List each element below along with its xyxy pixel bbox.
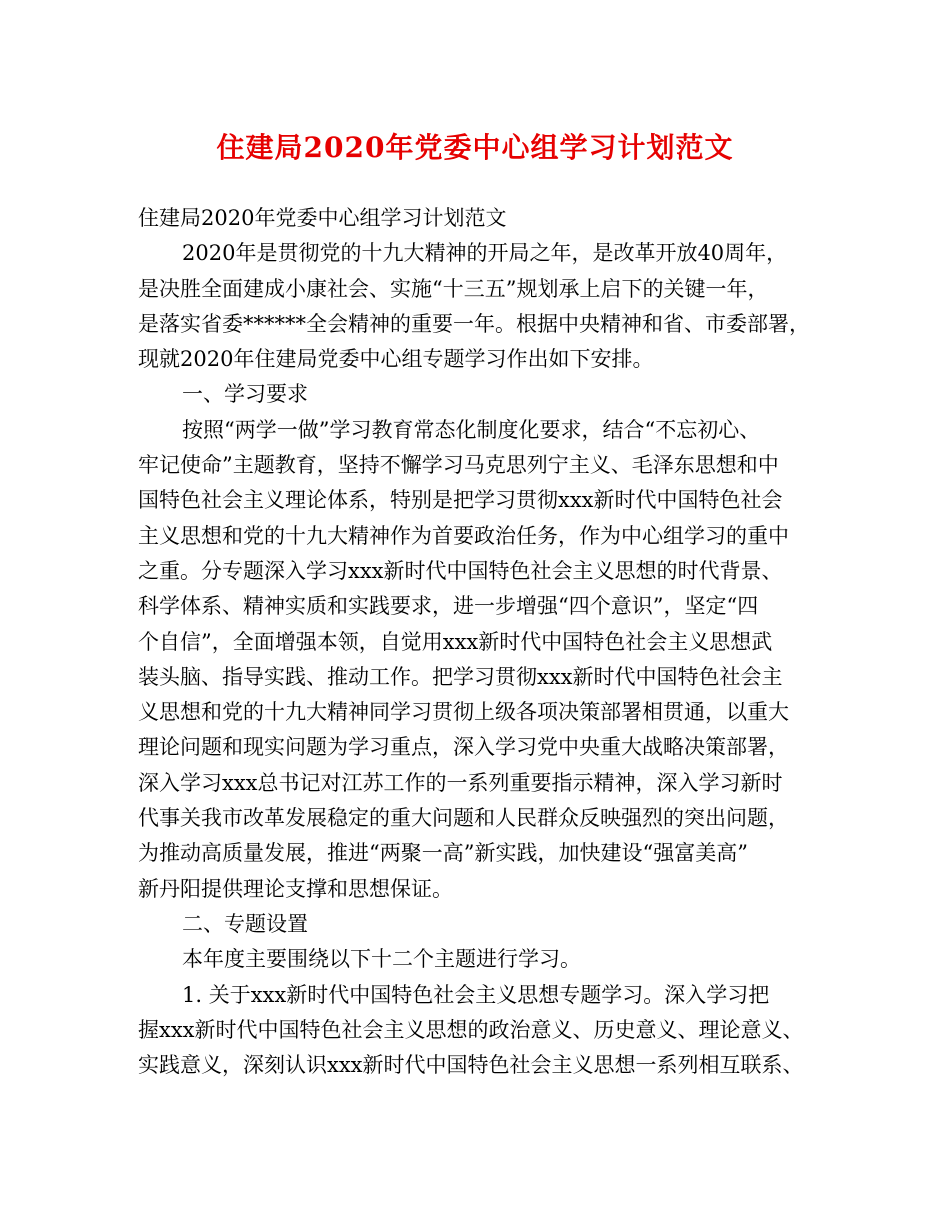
document-body — [138, 201, 828, 1083]
body-line: 住建局2020年党委中心组学习计划范文 — [138, 206, 507, 230]
body-line: 本年度主要围绕以下十二个主题进行学习。 — [182, 947, 581, 972]
body-line: 代事关我市改革发展稳定的重大问题和人民群众反映强烈的突出问题， — [138, 806, 789, 831]
body-line: 主义思想和党的十九大精神作为首要政治任务，作为中心组学习的重中 — [138, 523, 789, 548]
body-line: 是决胜全面建成小康社会、实施“十三五”规划承上启下的关键一年， — [138, 276, 769, 301]
body-line: 国特色社会主义理论体系，特别是把学习贯彻xxx新时代中国特色社会 — [138, 488, 783, 513]
body-line: 科学体系、精神实质和实践要求，进一步增强“四个意识”，坚定“四 — [138, 594, 759, 619]
body-line: 握xxx新时代中国特色社会主义思想的政治意义、历史意义、理论意义、 — [138, 1017, 804, 1042]
body-line: 现就2020年住建局党委中心组专题学习作出如下安排。 — [138, 347, 654, 372]
document-title: 住建局2020年党委中心组学习计划范文 — [216, 131, 734, 164]
body-line: 按照“两学一做”学习教育常态化制度化要求，结合“不忘初心、 — [182, 417, 761, 442]
body-line: 理论问题和现实问题为学习重点，深入学习党中央重大战略决策部署， — [138, 735, 789, 760]
body-line: 深入学习xxx总书记对江苏工作的一系列重要指示精神，深入学习新时 — [138, 770, 783, 795]
body-line: 义思想和党的十九大精神同学习贯彻上级各项决策部署相贯通，以重大 — [138, 700, 789, 725]
body-line: 实践意义，深刻认识xxx新时代中国特色社会主义思想一系列相互联系、 — [138, 1053, 804, 1078]
body-line: 1. 关于xxx新时代中国特色社会主义思想专题学习。深入学习把 — [182, 982, 770, 1007]
body-line: 一、学习要求 — [182, 382, 308, 407]
body-line: 是落实省委******全会精神的重要一年。根据中央精神和省、市委部署， — [138, 311, 810, 336]
body-line: 之重。分专题深入学习xxx新时代中国特色社会主义思想的时代背景、 — [138, 558, 783, 583]
body-line: 为推动高质量发展，推进“两聚一高”新实践，加快建设“强富美高” — [138, 841, 748, 866]
body-line: 个自信”，全面增强本领，自觉用xxx新时代中国特色社会主义思想武 — [138, 629, 773, 654]
body-line: 2020年是贯彻党的十九大精神的开局之年，是改革开放40周年， — [182, 241, 788, 266]
body-line: 装头脑、指导实践、推动工作。把学习贯彻xxx新时代中国特色社会主 — [138, 664, 783, 689]
body-line: 二、专题设置 — [182, 911, 308, 936]
body-line: 新丹阳提供理论支撑和思想保证。 — [138, 876, 453, 901]
body-line: 牢记使命”主题教育，坚持不懈学习马克思列宁主义、毛泽东思想和中 — [138, 453, 779, 478]
